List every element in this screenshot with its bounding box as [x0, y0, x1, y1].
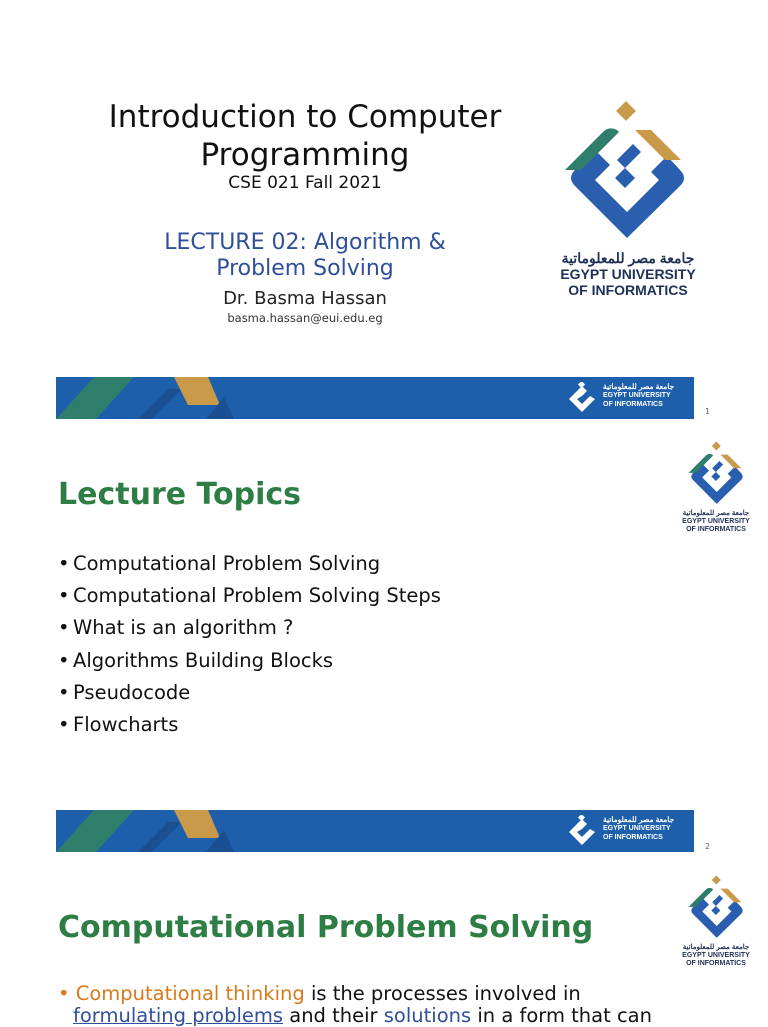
list-item	[58, 548, 441, 580]
highlight-computational-thinking: Computational thinking	[75, 982, 305, 1005]
small-logo-english-line2: OF INFORMATICS	[686, 526, 746, 533]
highlight-solutions: solutions	[383, 1004, 472, 1027]
banner-english-line1: EGYPT UNIVERSITY	[603, 825, 671, 832]
slide1-title-line1: Introduction to Computer	[108, 99, 502, 135]
lecture-title-line1: LECTURE 02: Algorithm &	[164, 230, 446, 255]
topic-text: Computational Problem Solving	[73, 552, 381, 575]
small-logo-english-line2: OF INFORMATICS	[686, 960, 746, 967]
banner-english-line2: OF INFORMATICS	[603, 834, 663, 841]
banner-english-line1: EGYPT UNIVERSITY	[603, 392, 671, 399]
bullet: •	[58, 552, 70, 575]
body-text: and their	[283, 1004, 384, 1027]
topic-text: Flowcharts	[73, 713, 179, 737]
logo-english-line2: OF INFORMATICS	[568, 282, 688, 298]
body-text: in a form that can	[471, 1004, 652, 1027]
slide2-title: Lecture Topics	[58, 477, 302, 512]
list-item	[58, 677, 441, 709]
slide3-title: Computational Problem Solving	[58, 910, 594, 945]
logo-arabic-name: جامعة مصر للمعلوماتية	[561, 250, 695, 266]
logo-english-line1: EGYPT UNIVERSITY	[560, 266, 696, 282]
course-code: CSE 021 Fall 2021	[228, 173, 382, 193]
list-item	[58, 645, 441, 677]
slide1-title	[40, 98, 570, 174]
small-logo-icon	[684, 438, 750, 510]
small-logo-arabic: جامعة مصر للمعلوماتية	[682, 510, 750, 517]
slide1-title-line2: Programming	[200, 137, 410, 173]
author-email: basma.hassan@eui.edu.eg	[227, 311, 383, 325]
page-number-1: 1	[705, 407, 711, 416]
list-item	[58, 612, 441, 644]
university-logo-icon	[555, 100, 700, 245]
small-logo-english-line1: EGYPT UNIVERSITY	[682, 952, 750, 959]
banner-logo-icon	[566, 382, 598, 414]
highlight-formulating-problems: formulating problems	[73, 1004, 284, 1027]
slide1-footer-banner	[56, 377, 694, 419]
list-item	[58, 580, 441, 612]
topic-text: Algorithms Building Blocks	[73, 648, 334, 672]
slide3-body-line1	[58, 983, 758, 1005]
bullet: •	[58, 616, 70, 640]
topics-list	[58, 548, 441, 741]
bullet: •	[58, 648, 70, 672]
topic-text: Pseudocode	[73, 680, 191, 704]
small-logo-english-line1: EGYPT UNIVERSITY	[682, 518, 750, 525]
list-item	[58, 709, 441, 741]
bullet: •	[58, 982, 70, 1005]
page-number-2: 2	[705, 842, 711, 851]
bullet: •	[58, 680, 70, 704]
topic-text: What is an algorithm ?	[73, 616, 294, 640]
banner-english-line2: OF INFORMATICS	[603, 401, 663, 408]
body-text: is the processes involved in	[304, 982, 581, 1005]
small-logo-icon	[684, 872, 750, 944]
lecture-title-line2: Problem Solving	[216, 256, 394, 281]
banner-logo-icon	[566, 815, 598, 847]
lecture-title	[40, 230, 570, 282]
author-name: Dr. Basma Hassan	[223, 288, 387, 309]
bullet: •	[58, 584, 70, 608]
bullet: •	[58, 713, 70, 737]
slide3-body	[58, 983, 758, 1027]
small-logo-arabic: جامعة مصر للمعلوماتية	[682, 944, 750, 951]
banner-arabic-name: جامعة مصر للمعلوماتية	[603, 382, 675, 391]
banner-logo	[566, 813, 676, 849]
topic-text: Computational Problem Solving Steps	[73, 584, 441, 608]
banner-logo	[566, 380, 676, 416]
banner-arabic-name: جامعة مصر للمعلوماتية	[603, 815, 675, 824]
slide2-footer-banner	[56, 810, 694, 852]
